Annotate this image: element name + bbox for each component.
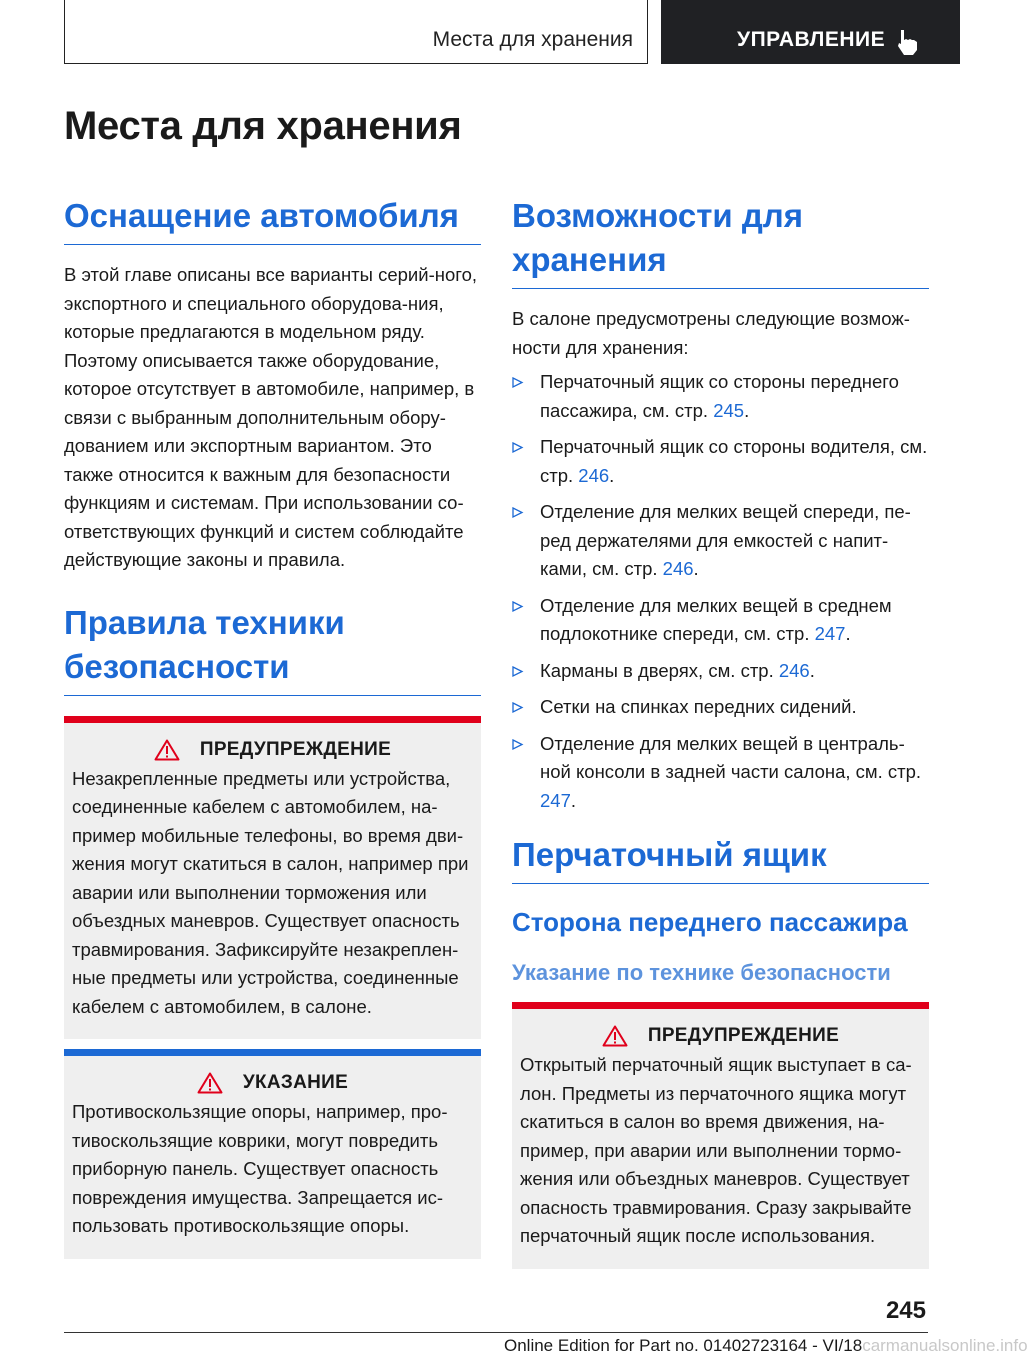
- page-number: 245: [885, 1297, 926, 1324]
- list-item: Сетки на спинках передних сидений.: [512, 693, 929, 722]
- notice-header: [72, 1072, 473, 1094]
- list-item: Перчаточный ящик со стороны водителя, см. стр. 246.: [512, 433, 929, 490]
- bullet-triangle-icon: [512, 442, 523, 453]
- list-item: Отделение для мелких вещей в среднем подлокотнике спереди, см. стр. 247.: [512, 592, 929, 649]
- storage-list: [512, 368, 929, 815]
- header-section-box: [64, 0, 648, 64]
- watermark: carmanualsonline.info: [862, 1336, 1028, 1355]
- list-item: Перчаточный ящик со стороны переднего пассажира, см. стр. 245.: [512, 368, 929, 425]
- list-item: Отделение для мелких вещей спереди, пе-ред держателями для емкостей с напит-ками, см. стр. 246.: [512, 498, 929, 584]
- list-item: Отделение для мелких вещей в централь-ной консоли в задней части салона, см. стр. 247.: [512, 730, 929, 816]
- left-column: [64, 194, 481, 1259]
- warning-triangle-icon: [154, 739, 180, 761]
- bullet-triangle-icon: [512, 507, 523, 518]
- bullet-triangle-icon: [512, 601, 523, 612]
- equipment-heading: Оснащение автомобиля: [64, 194, 481, 245]
- pointing-hand-icon: [895, 28, 921, 56]
- warning-text: Незакрепленные предметы или устройства, соединенные кабелем с автомобилем, на-пример мобильные телефоны, во время дви-жения могут скатиться в салон, например при аварии или выполнении торможения или объездных маневров. Существует опасность травмирования. Зафиксируйте незакреплен-ные предметы или устройства, соединенные кабелем с автомобилем, в салоне.: [72, 767, 469, 1017]
- bullet-triangle-icon: [512, 666, 523, 677]
- list-item: Карманы в дверях, см. стр. 246.: [512, 657, 929, 686]
- glovebox-warning-box: [512, 1002, 929, 1269]
- warning-header: [72, 739, 473, 761]
- page-title: Места для хранения: [64, 104, 462, 148]
- storage-intro: В салоне предусмотрены следующие возмож-ности для хранения:: [512, 308, 910, 358]
- bullet-triangle-icon: [512, 739, 523, 750]
- edition-text: Online Edition for Part no. 01402723164 - VI/18: [504, 1336, 863, 1355]
- page-link[interactable]: 246: [662, 558, 694, 579]
- bullet-triangle-icon: [512, 702, 523, 713]
- notice-title: УКАЗАНИЕ: [242, 1072, 349, 1093]
- notice-text: Противоскользящие опоры, например, про-тивоскользящие коврики, могут повредить приборную панель. Существует опасность повреждения имущества. Запрещается ис-пользовать противоскользящие опоры.: [72, 1101, 448, 1236]
- warning-title: ПРЕДУПРЕЖДЕНИЕ: [647, 1025, 840, 1046]
- glovebox-heading: Перчаточный ящик: [512, 833, 929, 884]
- right-column: [512, 194, 929, 1269]
- footer-divider: [64, 1332, 928, 1333]
- passenger-side-heading: Сторона переднего пассажира: [512, 907, 908, 937]
- edition-footer: [504, 1336, 1028, 1356]
- safety-heading: Правила техники безопасности: [64, 601, 481, 696]
- page-link[interactable]: 247: [540, 789, 571, 811]
- warning-text: Открытый перчаточный ящик выступает в са-лон. Предметы из перчаточного ящика могут скатиться в салон во время движения, на-пример, при аварии или выполнении тормо-жения или объездных маневров. Существует опасность травмирования. Сразу закрывайте перчаточный ящик после использования.: [520, 1054, 912, 1246]
- notice-box: [64, 1049, 481, 1259]
- warning-triangle-icon: [602, 1025, 628, 1047]
- equipment-text: В этой главе описаны все варианты серий-ного, экспортного и специального оборудова-ния, которые предлагаются в модельном ряду. Поэтому описывается также оборудование, которое отсутствует в автомобиле, например, в связи с выбранным дополнительным обору-дованием или экспортным вариантом. Это также относится к важным для безопасности функциям и системам. При использовании со-ответствующих функций и систем соблюдайте действующие законы и правила.: [64, 264, 478, 570]
- header-chapter-title: УПРАВЛЕНИЕ: [737, 28, 886, 51]
- page-link[interactable]: 246: [778, 659, 810, 681]
- warning-box: [64, 716, 481, 1040]
- storage-heading: Возможности для хранения: [512, 194, 929, 289]
- safety-note-heading: Указание по технике безопасности: [512, 960, 891, 985]
- page-link[interactable]: 246: [578, 464, 610, 486]
- warning-triangle-icon: [197, 1072, 223, 1094]
- bullet-triangle-icon: [512, 377, 523, 388]
- header-section-title: Места для хранения: [432, 28, 633, 51]
- warning-title: ПРЕДУПРЕЖДЕНИЕ: [199, 738, 392, 760]
- warning-header: [520, 1025, 921, 1047]
- page-link[interactable]: 245: [713, 399, 745, 421]
- page-link[interactable]: 247: [814, 623, 846, 644]
